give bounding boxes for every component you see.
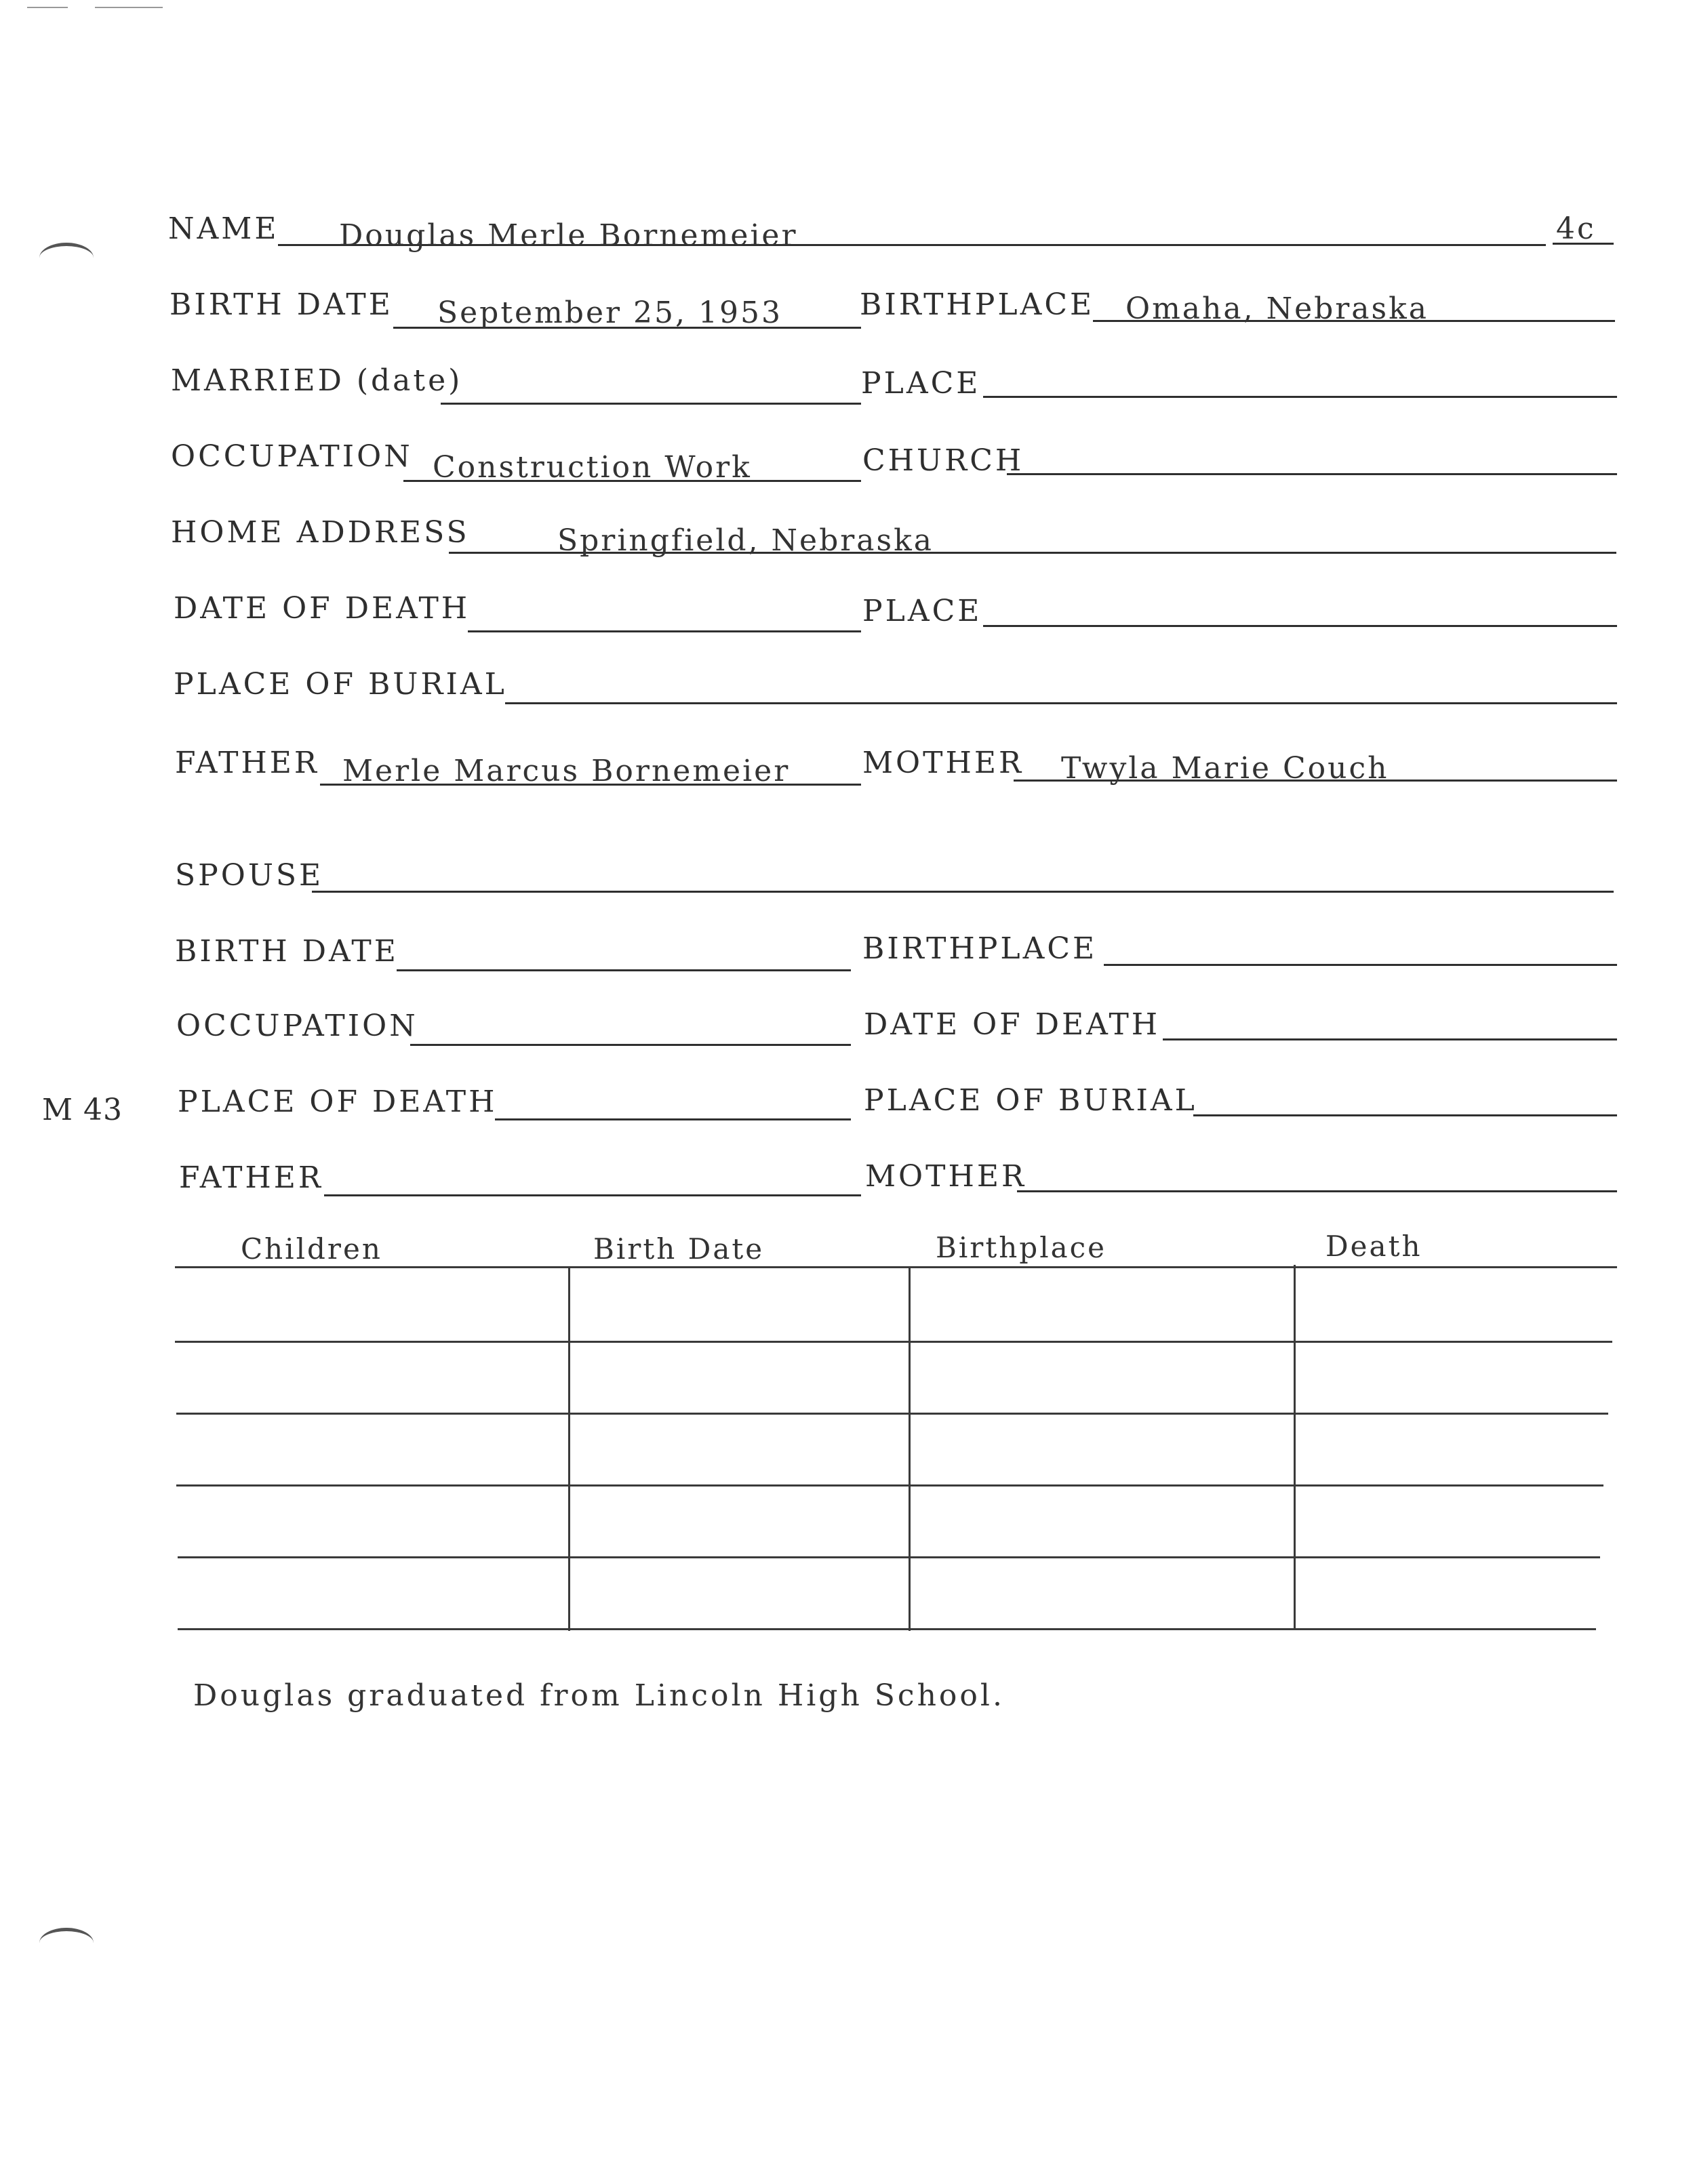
married-label: MARRIED (date) [171, 363, 463, 398]
death-place-label: PLACE [862, 594, 982, 628]
place-of-burial-line [505, 702, 1617, 704]
occupation-label: OCCUPATION [171, 439, 413, 474]
birth-date-header: Birth Date [593, 1232, 765, 1266]
children-header: Children [241, 1232, 382, 1266]
table-row-rule [176, 1484, 1603, 1487]
home-address-label: HOME ADDRESS [171, 515, 470, 550]
spouse-father-line [324, 1194, 861, 1196]
spouse-mother-line [1017, 1190, 1617, 1192]
table-column-divider [1294, 1265, 1296, 1630]
spouse-label: SPOUSE [175, 858, 324, 893]
spouse-date-of-death-label: DATE OF DEATH [864, 1007, 1161, 1042]
spouse-line [312, 891, 1614, 893]
spouse-place-of-death-line [495, 1118, 851, 1120]
punch-hole [39, 1928, 94, 1958]
birthplace-value: Omaha, Nebraska [1125, 291, 1429, 326]
spouse-place-of-death-label: PLACE OF DEATH [178, 1085, 498, 1119]
spouse-place-of-burial-label: PLACE OF BURIAL [864, 1083, 1197, 1118]
married-place-line [983, 396, 1617, 398]
scan-mark [27, 7, 68, 8]
name-label: NAME [168, 211, 279, 246]
page-number-underline [1553, 243, 1614, 245]
married-place-label: PLACE [861, 366, 981, 401]
father-value: Merle Marcus Bornemeier [342, 754, 791, 788]
death-place-line [983, 625, 1617, 627]
spouse-date-of-death-line [1163, 1038, 1617, 1040]
spouse-birth-date-label: BIRTH DATE [175, 934, 399, 969]
home-address-value: Springfield, Nebraska [557, 523, 934, 558]
table-row-rule [176, 1413, 1608, 1415]
married-line [441, 403, 861, 405]
birthplace-header: Birthplace [936, 1231, 1107, 1264]
table-column-divider [909, 1266, 911, 1631]
birth-date-value: September 25, 1953 [437, 296, 782, 330]
page-number: 4c [1556, 211, 1596, 246]
spouse-birthplace-line [1104, 964, 1617, 966]
table-column-divider [568, 1266, 570, 1631]
death-header: Death [1325, 1230, 1422, 1263]
date-of-death-line [468, 630, 861, 632]
spouse-birthplace-label: BIRTHPLACE [862, 931, 1098, 966]
spouse-place-of-burial-line [1193, 1114, 1617, 1116]
spouse-birth-date-line [397, 969, 851, 971]
table-row-rule [178, 1628, 1596, 1630]
table-row-rule [175, 1341, 1612, 1343]
spouse-occupation-line [410, 1044, 851, 1046]
name-value: Douglas Merle Bornemeier [339, 218, 798, 253]
birthplace-label: BIRTHPLACE [860, 287, 1095, 322]
church-line [1007, 473, 1617, 475]
spouse-father-label: FATHER [179, 1160, 324, 1195]
mother-value: Twyla Marie Couch [1061, 751, 1389, 786]
table-header-rule [175, 1266, 1617, 1268]
biography-note: Douglas graduated from Lincoln High School. [193, 1678, 1005, 1713]
birth-date-label: BIRTH DATE [170, 287, 393, 322]
scan-mark [95, 7, 163, 8]
occupation-value: Construction Work [433, 450, 752, 485]
mother-label: MOTHER [862, 746, 1024, 780]
margin-note: M 43 [42, 1093, 123, 1127]
table-row-rule [178, 1556, 1600, 1558]
date-of-death-label: DATE OF DEATH [174, 591, 471, 626]
spouse-mother-label: MOTHER [865, 1159, 1027, 1194]
father-label: FATHER [175, 746, 320, 780]
spouse-occupation-label: OCCUPATION [176, 1009, 418, 1043]
place-of-burial-label: PLACE OF BURIAL [174, 667, 507, 702]
punch-hole [39, 243, 94, 273]
church-label: CHURCH [862, 443, 1024, 478]
